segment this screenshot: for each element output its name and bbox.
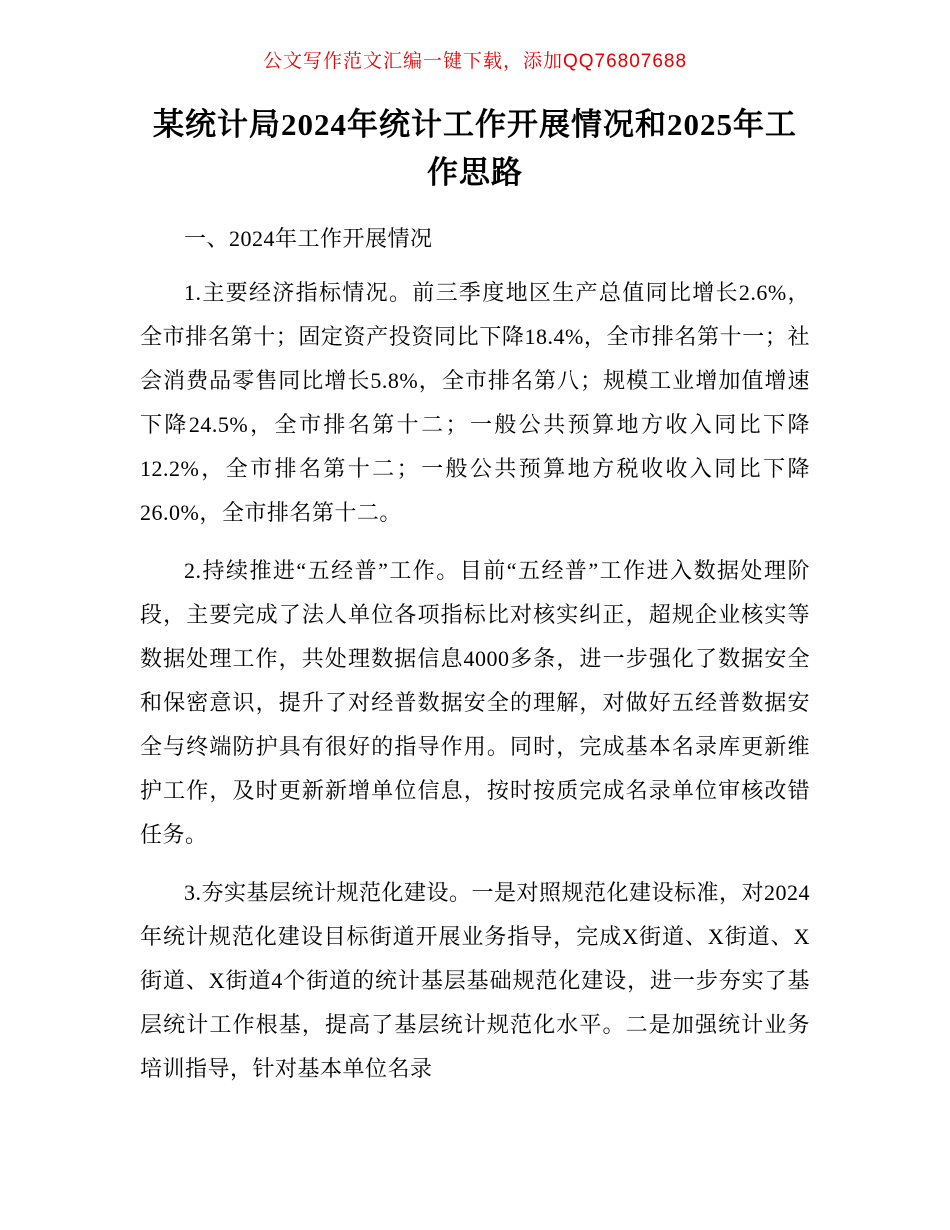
document-title: 某统计局2024年统计工作开展情况和2025年工作思路 (153, 107, 797, 191)
paragraph-economic-census: 2.持续推进“五经普”工作。目前“五经普”工作进入数据处理阶段，主要完成了法人单位各项指标比对核实纠正，超规企业核实等数据处理工作，共处理数据信息4000多条，进一步强化了数据安全和保密意识，提升了对经普数据安全的理解，对做好五经普数据安全与终端防护具有很好的指导作用。同时，完成基本名录库更新维护工作，及时更新新增单位信息，按时按质完成名录单位审核改错任务。 (140, 558, 810, 848)
paragraph-grassroots-standardization: 3.夯实基层统计规范化建设。一是对照规范化建设标准，对2024年统计规范化建设目标街道开展业务指导，完成X街道、X街道、X街道、X街道4个街道的统计基层基础规范化建设，进一步夯实了基层统计工作根基，提高了基层统计规范化水平。二是加强统计业务培训指导，针对基本单位名录 (140, 880, 811, 1082)
section-heading: 一、2024年工作开展情况 (184, 226, 433, 252)
paragraph-economic-indicators: 1.主要经济指标情况。前三季度地区生产总值同比增长2.6%，全市排名第十；固定资产投资同比下降18.4%，全市排名第十一；社会消费品零售同比增长5.8%，全市排名第八；规模工业增加值增速下降24.5%，全市排名第十二；一般公共预算地方收入同比下降12.2%，全市排名第十二；一般公共预算地方税收收入同比下降26.0%，全市排名第十二。 (140, 280, 810, 526)
header-notice: 公文写作范文汇编一键下载，添加QQ76807688 (262, 51, 688, 72)
